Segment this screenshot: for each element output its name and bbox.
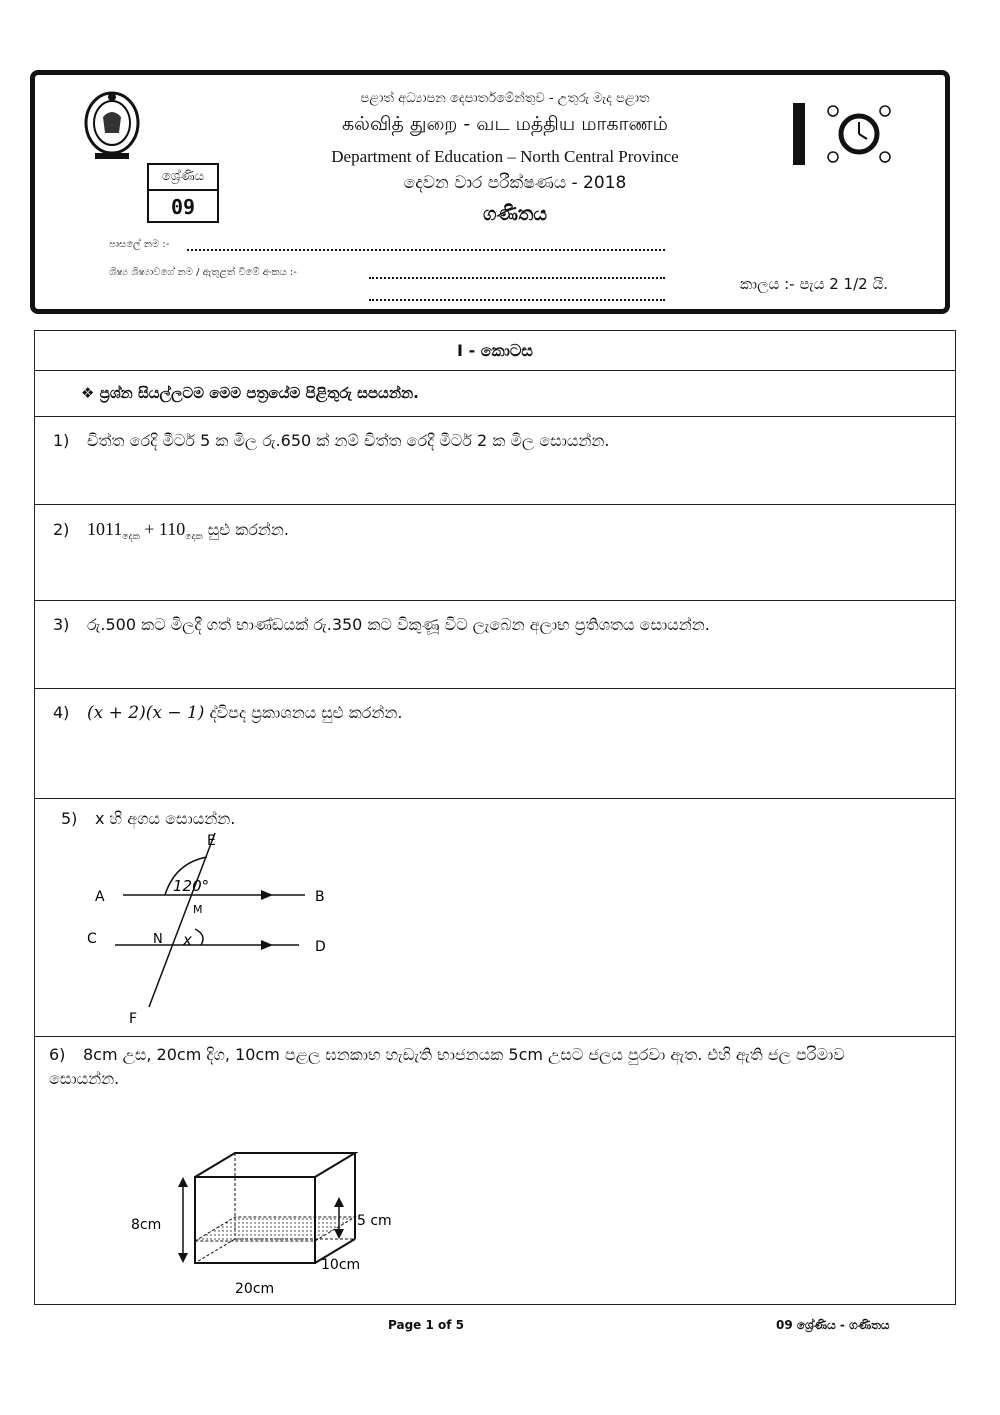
question-6 bbox=[49, 1043, 895, 1091]
student-name-line[interactable] bbox=[369, 267, 665, 279]
label-e: E bbox=[207, 833, 216, 849]
parallel-lines-figure bbox=[75, 823, 355, 1023]
grade-value: 09 bbox=[170, 195, 196, 219]
student-name-line-2[interactable] bbox=[369, 289, 665, 301]
school-name-label: පාසලේ නම :- bbox=[109, 239, 170, 250]
question-text: චිත්ත රෙදි මීටර් 5 ක මිල රු.650 ක් නම් චිත්ත රෙදි මීටර් 2 ක මිල සොයන්න. bbox=[87, 431, 610, 450]
subject-title: ගණිතය bbox=[482, 203, 547, 225]
water-surface bbox=[195, 1217, 355, 1241]
question-number: 2) bbox=[53, 520, 70, 539]
question-text: x හි අගය සොයන්න. bbox=[95, 809, 236, 828]
footer-subject: 09 ශ්‍රේණිය - ගණිතය bbox=[776, 1318, 890, 1332]
label-n: N bbox=[153, 932, 163, 947]
angle-x-label: x bbox=[183, 931, 192, 949]
length-label: 20cm bbox=[235, 1281, 275, 1297]
label-c: C bbox=[87, 931, 97, 947]
cuboid-top-edges bbox=[195, 1153, 355, 1177]
label-b: B bbox=[315, 889, 325, 905]
question-row-3 bbox=[35, 601, 955, 689]
department-sinhala: පළාත් අධ්‍යාපන දෙපාර්තමේන්තුව - උතුරු මැද පළාත bbox=[360, 91, 650, 106]
question-number: 5) bbox=[61, 809, 78, 828]
question-number: 3) bbox=[53, 615, 70, 634]
question-row-4 bbox=[35, 689, 955, 799]
question-2 bbox=[53, 517, 935, 549]
base-subscript-2: දෙක bbox=[185, 532, 203, 543]
base-subscript-1: දෙක bbox=[122, 532, 140, 543]
page-number: Page 1 of 5 bbox=[388, 1318, 464, 1332]
label-m: M bbox=[193, 903, 203, 916]
question-number: 4) bbox=[53, 703, 70, 722]
water-arrow-up-icon bbox=[334, 1197, 344, 1207]
water-arrow-down-icon bbox=[334, 1229, 344, 1239]
water-height-label: 5 cm bbox=[357, 1213, 392, 1229]
roman-one-bar-icon bbox=[793, 103, 805, 165]
angle-120-label: 120° bbox=[173, 877, 210, 895]
sri-lanka-emblem-icon bbox=[81, 89, 143, 163]
label-d: D bbox=[315, 939, 326, 955]
question-3 bbox=[53, 613, 935, 637]
question-number: 6) bbox=[49, 1045, 66, 1064]
grade-box bbox=[147, 163, 219, 223]
student-name-label: ශිෂ්‍ය ශිෂ්‍යාවගේ නම / ඇතුළත් වීමේ අංකය :- bbox=[109, 267, 297, 278]
instruction-text: ❖ ප්‍රශ්න සියල්ලටම මෙම පත්‍රයේම පිළිතුරු සපයන්න. bbox=[35, 371, 955, 417]
clock-logo-icon bbox=[825, 103, 893, 165]
question-text: සුළු කරන්න. bbox=[202, 520, 289, 539]
arrow-cd-icon bbox=[261, 940, 273, 950]
transversal-ef bbox=[149, 833, 215, 1007]
angle-arc-x bbox=[195, 929, 203, 945]
question-text: රු.500 කට මිලදී ගත් භාණ්ඩයක් රු.350 කට විකුණූ විට ලැබෙන අලාභ ප්‍රතිශතය සොයන්න. bbox=[87, 615, 710, 634]
width-label: 10cm bbox=[321, 1257, 361, 1273]
question-4 bbox=[53, 701, 935, 725]
question-text: ද්විපද ප්‍රකාශනය සුළු කරන්න. bbox=[204, 703, 403, 722]
height-label: 8cm bbox=[131, 1217, 162, 1233]
department-english: Department of Education – North Central Province bbox=[331, 147, 679, 166]
height-arrow-up-icon bbox=[178, 1177, 188, 1187]
cuboid-figure bbox=[125, 1137, 415, 1297]
question-1 bbox=[53, 429, 935, 453]
grade-label: ශ්‍රේණිය bbox=[149, 165, 217, 191]
question-row-5 bbox=[35, 799, 955, 1037]
exam-title: දෙවන වාර පරීක්ෂණය - 2018 bbox=[403, 173, 627, 193]
binary-number-1: 1011 bbox=[87, 519, 123, 539]
time-allowed: කාලය :- පැය 2 1/2 යි. bbox=[740, 275, 889, 293]
question-number: 1) bbox=[53, 431, 70, 450]
question-text: 8cm උස, 20cm දිග, 10cm පළල ඝනකාභ හැඩැති භාජනයක 5cm උසට ජලය පුරවා ඇත. එහි ඇති ජල පරිමාව සොයන්න. bbox=[49, 1045, 845, 1088]
department-tamil: கல்வித் துறை - வட மத்திய மாகாணம் bbox=[342, 113, 668, 135]
math-expression: (x + 2)(x − 1) bbox=[87, 703, 205, 723]
binary-number-2: + 110 bbox=[139, 519, 186, 539]
questions-table bbox=[34, 330, 956, 1305]
school-name-line[interactable] bbox=[187, 239, 665, 251]
arrow-ab-icon bbox=[261, 890, 273, 900]
question-row-6 bbox=[35, 1037, 955, 1306]
exam-header bbox=[30, 70, 950, 314]
label-a: A bbox=[95, 889, 105, 905]
section-title: I - කොටස bbox=[35, 331, 955, 371]
question-row-2 bbox=[35, 505, 955, 601]
hidden-edge-depth bbox=[195, 1239, 235, 1263]
label-f: F bbox=[129, 1011, 138, 1023]
question-row-1 bbox=[35, 417, 955, 505]
height-arrow-down-icon bbox=[178, 1253, 188, 1263]
